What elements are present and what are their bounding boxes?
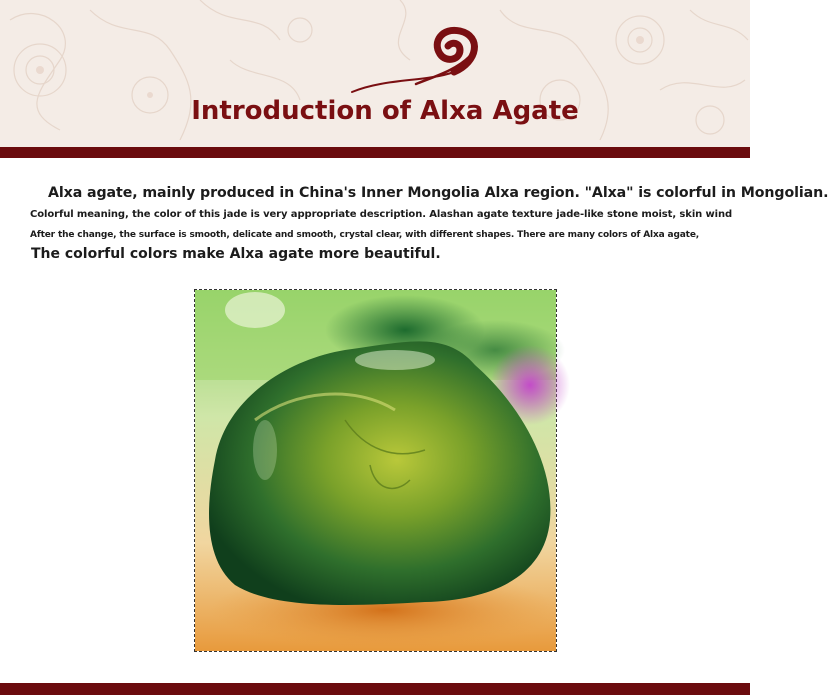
- swirl-logo-icon: [346, 26, 486, 98]
- header-banner: [0, 0, 750, 147]
- intro-line-2: Colorful meaning, the color of this jade is very appropriate description. Alashan agate texture jade-like stone moist, skin wind: [30, 209, 733, 220]
- intro-line-4: The colorful colors make Alxa agate more beautiful.: [31, 246, 441, 262]
- intro-line-3: After the change, the surface is smooth, delicate and smooth, crystal clear, with different shapes. There are many colors of Alxa agate,: [30, 230, 700, 240]
- page-title: Introduction of Alxa Agate: [191, 96, 579, 126]
- divider-bar-top: [0, 147, 750, 158]
- agate-stone-photo: [194, 289, 557, 652]
- divider-bar-bottom: [0, 683, 750, 695]
- intro-line-1: Alxa agate, mainly produced in China's Inner Mongolia Alxa region. "Alxa" is colorful in Mongolian.: [48, 185, 828, 201]
